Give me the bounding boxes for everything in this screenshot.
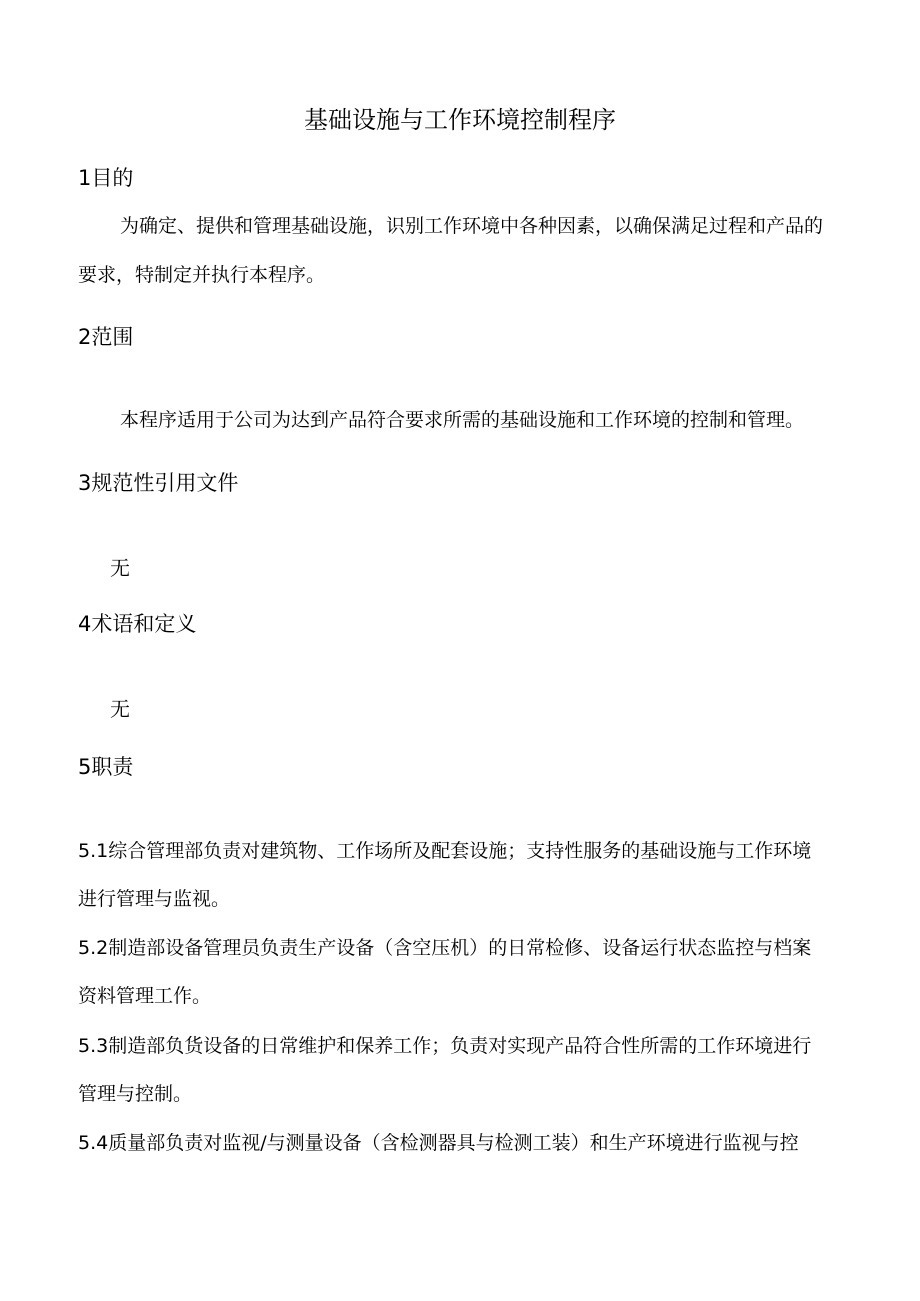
responsibility-text: 制造部设备管理员负责生产设备（含空压机）的日常检修、设备运行状态监控与档案: [108, 937, 812, 959]
responsibility-item-5-3: [78, 1023, 811, 1069]
responsibility-item-5-1: [78, 828, 811, 874]
section-heading-purpose: 1目的: [78, 166, 134, 190]
responsibility-text: 质量部负责对监视/与测量设备（含检测器具与检测工装）和生产环境进行监视与控: [108, 1132, 799, 1154]
document-title: 基础设施与工作环境控制程序: [304, 106, 616, 134]
responsibility-number: 5.4: [78, 1132, 109, 1154]
section-heading-references: 3规范性引用文件: [78, 471, 239, 495]
section-heading-responsibilities: 5职责: [78, 755, 134, 779]
purpose-text-line-1: 为确定、提供和管理基础设施，识别工作环境中各种因素，以确保满足过程和产品的: [120, 215, 824, 237]
responsibility-text: 制造部负货设备的日常维护和保养工作；负责对实现产品符合性所需的工作环境进行: [108, 1035, 812, 1057]
responsibility-item-5-2: [78, 925, 811, 971]
section-heading-scope: 2范围: [78, 325, 134, 349]
references-text: 无: [110, 556, 130, 580]
purpose-text-line-2: 要求，特制定并执行本程序。: [78, 264, 326, 286]
responsibility-item-5-3-continued: 管理与控制。: [78, 1083, 193, 1105]
responsibility-item-5-4: [78, 1120, 799, 1166]
responsibility-number: 5.2: [78, 937, 109, 959]
terms-text: 无: [110, 697, 130, 721]
responsibility-text: 综合管理部负责对建筑物、工作场所及配套设施；支持性服务的基础设施与工作环境: [108, 840, 812, 862]
section-heading-terms: 4术语和定义: [78, 612, 197, 636]
scope-text: 本程序适用于公司为达到产品符合要求所需的基础设施和工作环境的控制和管理。: [120, 409, 805, 431]
responsibility-item-5-2-continued: 资料管理工作。: [78, 985, 212, 1007]
responsibility-number: 5.3: [78, 1035, 109, 1057]
responsibility-item-5-1-continued: 进行管理与监视。: [78, 888, 231, 910]
responsibility-number: 5.1: [78, 840, 109, 862]
